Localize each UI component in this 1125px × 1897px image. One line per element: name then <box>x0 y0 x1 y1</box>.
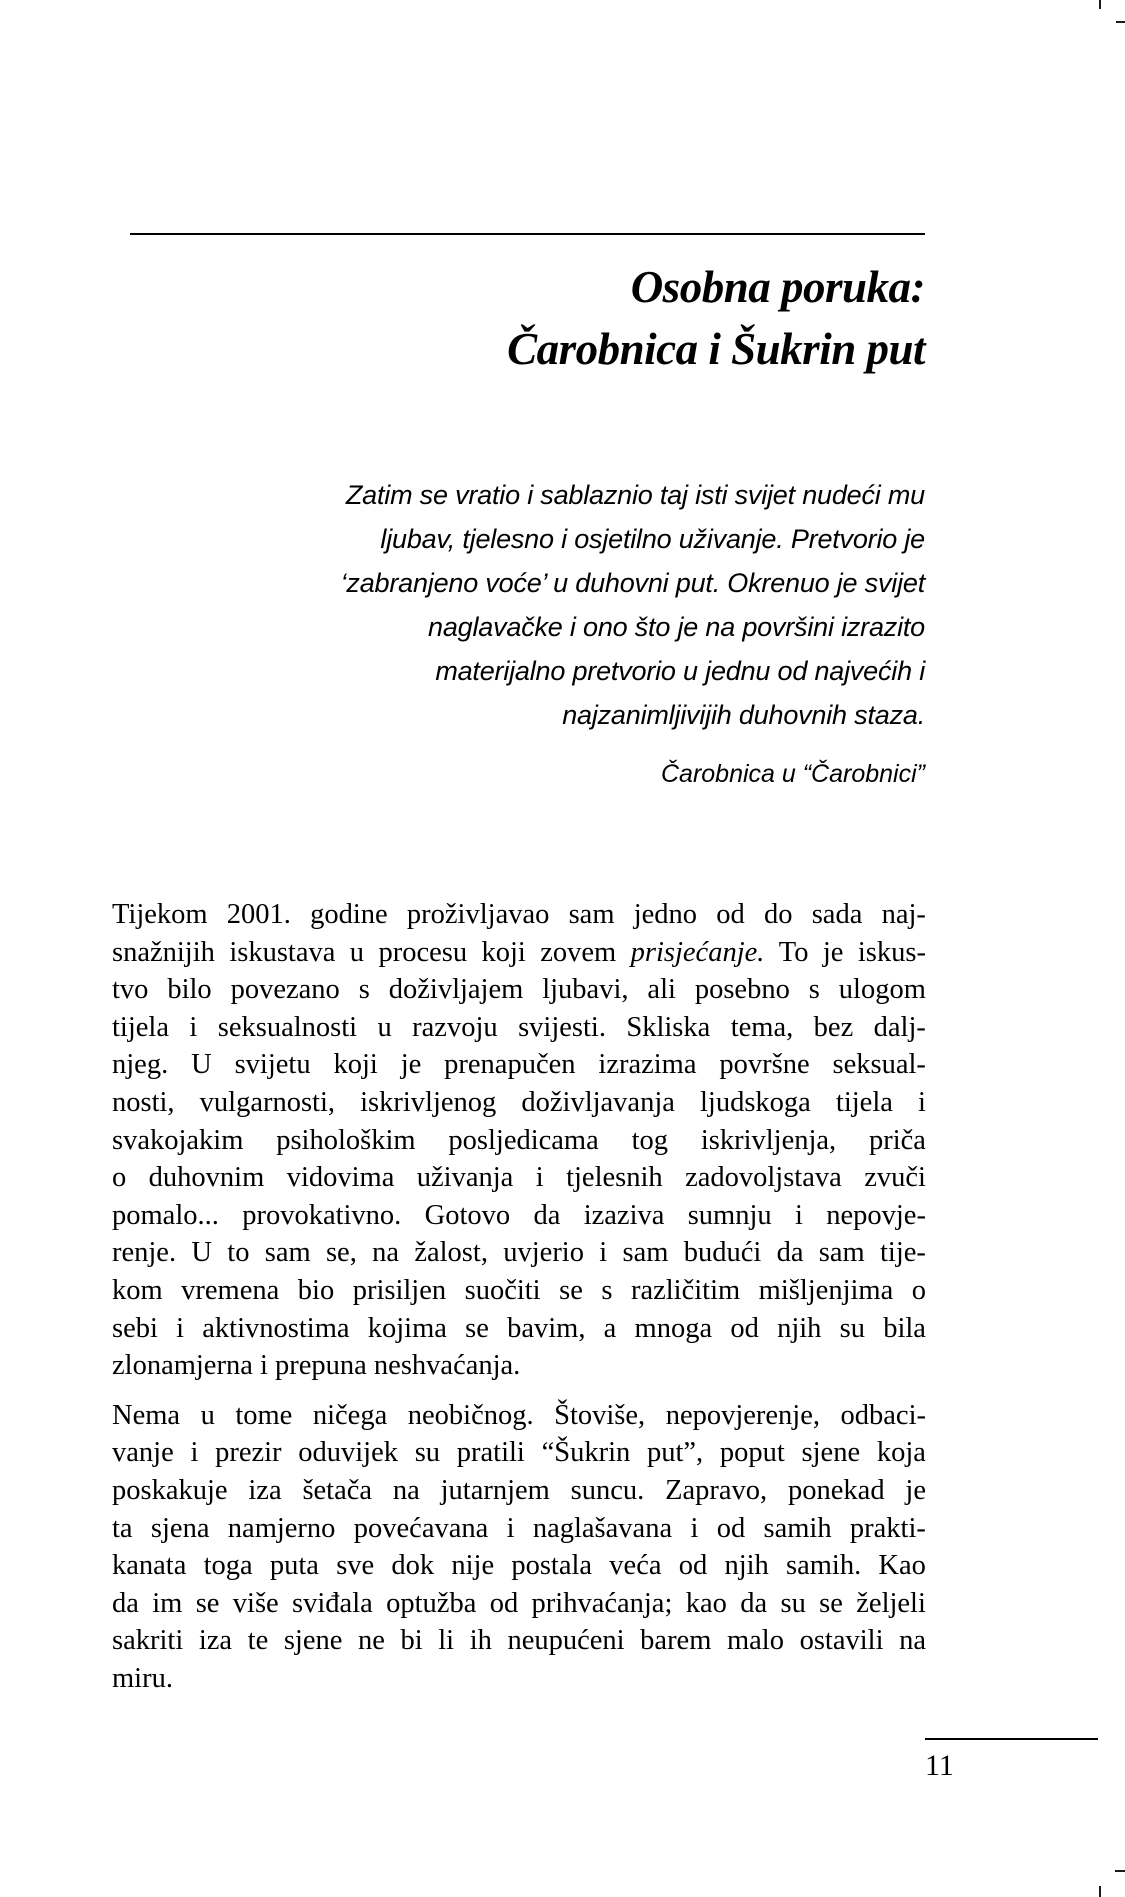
word: toga <box>203 1550 253 1582</box>
word: doživljajem <box>388 974 524 1006</box>
word: sjene <box>801 1437 861 1469</box>
text-line <box>112 1434 926 1472</box>
word: Kao <box>878 1550 926 1582</box>
word: površne <box>719 1049 810 1081</box>
word: sam <box>622 1237 669 1269</box>
chapter-title-line-2: Čarobnica i Šukrin put <box>507 324 925 374</box>
word: žalost, <box>414 1237 488 1269</box>
word: iza <box>198 1625 233 1657</box>
word: iskrivljenog <box>360 1086 497 1118</box>
word: sjena <box>150 1512 210 1544</box>
word: 2001. <box>226 899 291 930</box>
crop-mark-top-horizontal <box>1116 21 1125 23</box>
word: i <box>599 1237 608 1269</box>
word: bio <box>297 1274 335 1306</box>
word: razvoju <box>412 1011 498 1043</box>
text-line <box>112 1547 926 1585</box>
word: put”, <box>646 1437 704 1469</box>
word: samih. <box>786 1550 862 1582</box>
word: neobičnog. <box>407 1399 534 1431</box>
word: zvuči <box>864 1162 926 1194</box>
epigraph-line: materijalno pretvorio u jednu od najvećih i <box>435 656 925 686</box>
text-line <box>112 1585 926 1623</box>
word: doživljavanja <box>521 1086 675 1118</box>
word: iskustava <box>229 936 336 968</box>
word: u <box>377 1011 392 1043</box>
epigraph-line: ‘zabranjeno voće’ u duhovni put. Okrenuo je svijet <box>340 568 925 598</box>
word: sam <box>818 1237 865 1269</box>
word: su <box>780 1587 806 1619</box>
word: kom <box>112 1274 163 1306</box>
word: li <box>438 1625 455 1657</box>
word: da <box>740 1587 768 1619</box>
word: prenapučen <box>444 1049 576 1081</box>
text-segment: miru. <box>112 1662 173 1694</box>
word: Nema <box>112 1399 181 1431</box>
word: o <box>911 1274 926 1306</box>
word: više <box>232 1587 279 1619</box>
word: ostavili <box>799 1625 884 1657</box>
text-line <box>112 1660 926 1698</box>
word: Zapravo, <box>665 1474 768 1506</box>
word: mnoga <box>634 1312 713 1344</box>
word: namjerno <box>227 1512 336 1544</box>
text-line <box>112 1510 926 1548</box>
text-line <box>112 1347 926 1385</box>
word: tema, <box>730 1011 794 1043</box>
text-line <box>112 1622 926 1660</box>
word: nepovjerenje, <box>665 1399 820 1431</box>
word: šetača <box>302 1474 373 1506</box>
word: izrazima <box>598 1049 697 1081</box>
word: na <box>899 1625 926 1657</box>
word: željeli <box>856 1587 926 1619</box>
word: i <box>176 1312 185 1344</box>
word: koja <box>876 1437 926 1469</box>
word: bila <box>883 1312 926 1344</box>
word: kanata <box>112 1550 187 1582</box>
word: bilo <box>167 974 212 1006</box>
word: sam <box>264 1237 311 1269</box>
word: je <box>400 1049 422 1081</box>
body-text <box>112 896 926 1697</box>
word: sada <box>811 899 863 930</box>
word: barem <box>640 1625 712 1657</box>
word: nepovje- <box>826 1199 926 1231</box>
word: ničega <box>312 1399 388 1431</box>
page-number: 11 <box>925 1749 954 1782</box>
word: od <box>716 1512 746 1544</box>
word: s <box>808 974 820 1006</box>
word: iza <box>248 1474 282 1506</box>
word: vanje <box>112 1437 174 1469</box>
word: tijela <box>835 1086 893 1118</box>
word: koji <box>481 936 526 968</box>
word: do <box>764 899 793 930</box>
word: koji <box>333 1049 378 1081</box>
word: se <box>195 1587 220 1619</box>
footer-rule <box>925 1738 1098 1740</box>
word: a <box>603 1312 617 1344</box>
word: mišljenjima <box>758 1274 894 1306</box>
word: naj- <box>881 899 926 930</box>
word: su <box>839 1312 865 1344</box>
word: na <box>372 1237 400 1269</box>
word: te <box>247 1625 269 1657</box>
word: i <box>690 1512 699 1544</box>
word: različitim <box>630 1274 741 1306</box>
word: poput <box>719 1437 785 1469</box>
word: zovem <box>540 936 617 968</box>
word: Gotovo <box>424 1199 511 1231</box>
word: tijela <box>112 1011 169 1043</box>
word: sumnju <box>687 1199 772 1231</box>
text-line <box>112 1046 926 1084</box>
text-line <box>112 1159 926 1197</box>
word: i <box>189 1011 198 1043</box>
word: bavim, <box>507 1312 586 1344</box>
word: posljedicama <box>448 1124 599 1156</box>
word: njih <box>777 1312 822 1344</box>
word: posebno <box>694 974 790 1006</box>
word: odbaci- <box>840 1399 926 1431</box>
text-line <box>112 1009 926 1047</box>
word: prisiljen <box>352 1274 447 1306</box>
word: se, <box>325 1237 357 1269</box>
word: dalj- <box>873 1011 926 1043</box>
word: proživljavao <box>406 899 550 930</box>
word: seksual- <box>832 1049 926 1081</box>
word: i <box>918 1086 926 1118</box>
word: zadovoljstava <box>685 1162 842 1194</box>
word: se <box>559 1274 583 1306</box>
word: tjelesnih <box>566 1162 663 1194</box>
word: s <box>601 1274 613 1306</box>
word: se <box>465 1312 489 1344</box>
word: snažnijih <box>112 936 215 968</box>
word: duhovnim <box>148 1162 265 1194</box>
word: svakojakim <box>112 1124 244 1156</box>
word: to <box>227 1237 250 1269</box>
word: postala <box>511 1550 593 1582</box>
word: U <box>191 1237 212 1269</box>
word: budući <box>683 1237 762 1269</box>
text-line <box>112 1472 926 1510</box>
word: svijesti. <box>518 1011 606 1043</box>
chapter-title <box>110 256 925 380</box>
word: od <box>730 1312 759 1344</box>
chapter-title-line-1: Osobna poruka: <box>630 262 925 312</box>
word: od <box>678 1550 708 1582</box>
word: od <box>716 899 745 930</box>
word: jutarnjem <box>440 1474 550 1506</box>
word: ne <box>357 1625 385 1657</box>
word: U <box>191 1049 212 1081</box>
word: ponekad <box>788 1474 885 1506</box>
body-paragraph <box>112 896 926 1385</box>
word: povezano <box>230 974 340 1006</box>
word: priča <box>868 1124 926 1156</box>
word: u <box>349 936 365 968</box>
text-line <box>112 1122 926 1160</box>
word: vulgarnosti, <box>199 1086 336 1118</box>
word: njeg. <box>112 1049 169 1081</box>
word: izaziva <box>583 1199 665 1231</box>
text-line <box>112 1397 926 1435</box>
word: sam <box>568 899 615 930</box>
word: povećavana <box>353 1512 489 1544</box>
word: sjene <box>283 1625 343 1657</box>
word: renje. <box>112 1237 177 1269</box>
word: kojima <box>367 1312 447 1344</box>
word: Tijekom <box>112 899 208 930</box>
word: na <box>392 1474 420 1506</box>
word: pratili <box>456 1437 525 1469</box>
word: i <box>506 1512 515 1544</box>
word: sve <box>336 1550 375 1582</box>
text-line <box>112 896 926 934</box>
epigraph-line: ljubav, tjelesno i osjetilno uživanje. Pretvorio je <box>380 524 925 554</box>
word: naglašavana <box>532 1512 673 1544</box>
word: je <box>905 1474 926 1506</box>
word: prakti- <box>849 1512 926 1544</box>
word: sviđala <box>292 1587 373 1619</box>
word: provokativno. <box>242 1199 402 1231</box>
word: vidovima <box>286 1162 395 1194</box>
word: ta <box>112 1512 133 1544</box>
word: ali <box>647 974 676 1006</box>
word: tije- <box>880 1237 926 1269</box>
text-segment: zlonamjerna i prepuna neshvaćanja. <box>112 1350 521 1382</box>
word: samih <box>763 1512 832 1544</box>
word: da <box>776 1237 804 1269</box>
word: su <box>414 1437 441 1469</box>
word: oduvijek <box>298 1437 398 1469</box>
word: se <box>819 1587 843 1619</box>
text-line <box>112 971 926 1009</box>
word: prisjećanje. <box>630 936 765 968</box>
word: i <box>190 1437 199 1469</box>
chapter-head-rule <box>130 233 925 235</box>
word: poskakuje <box>112 1474 228 1506</box>
epigraph-quote <box>110 473 925 737</box>
word: prezir <box>215 1437 282 1469</box>
word: suočiti <box>464 1274 541 1306</box>
epigraph-attribution: Čarobnica u “Čarobnici” <box>660 760 925 788</box>
word: o <box>112 1162 127 1194</box>
word: suncu. <box>570 1474 645 1506</box>
word: njih <box>724 1550 769 1582</box>
word: godine <box>310 899 388 930</box>
word: Štoviše, <box>554 1399 646 1431</box>
word: uživanja <box>416 1162 514 1194</box>
crop-mark-bottom-vertical <box>1099 1886 1101 1897</box>
word: prihvaćanja; <box>531 1587 673 1619</box>
word: nije <box>451 1550 495 1582</box>
crop-mark-top-vertical <box>1099 0 1101 9</box>
word: tome <box>235 1399 293 1431</box>
crop-mark-bottom-horizontal <box>1115 1870 1125 1872</box>
word: i <box>535 1162 544 1194</box>
word: uvjerio <box>503 1237 584 1269</box>
body-paragraph <box>112 1397 926 1698</box>
word: optužba <box>386 1587 477 1619</box>
word: svijetu <box>234 1049 311 1081</box>
word: pomalo... <box>112 1199 219 1231</box>
word: procesu <box>378 936 468 968</box>
word: da <box>533 1199 561 1231</box>
word: ulogom <box>838 974 926 1006</box>
epigraph-line: Zatim se vratio i sablaznio taj isti svijet nudeći mu <box>345 480 925 510</box>
word: iskus- <box>857 936 926 968</box>
word: i <box>794 1199 803 1231</box>
word: tvo <box>112 974 149 1006</box>
word: aktivnostima <box>202 1312 350 1344</box>
word: s <box>358 974 370 1006</box>
word: tog <box>631 1124 668 1156</box>
word: To <box>778 936 809 968</box>
word: bi <box>400 1625 423 1657</box>
word: psihološkim <box>276 1124 416 1156</box>
word: im <box>152 1587 183 1619</box>
word: malo <box>726 1625 784 1657</box>
word: je <box>822 936 844 968</box>
word: nosti, <box>112 1086 175 1118</box>
word: bez <box>813 1011 854 1043</box>
word: u <box>200 1399 215 1431</box>
word: puta <box>269 1550 319 1582</box>
word: ih <box>469 1625 492 1657</box>
word: vremena <box>181 1274 280 1306</box>
epigraph-line: najzanimljivijih duhovnih staza. <box>562 700 925 730</box>
text-line <box>112 1310 926 1348</box>
text-line <box>112 1197 926 1235</box>
epigraph-line: naglavačke i ono što je na površini izrazito <box>428 612 925 642</box>
word: ljudskoga <box>700 1086 811 1118</box>
word: sakriti <box>112 1625 184 1657</box>
text-line <box>112 1234 926 1272</box>
text-line <box>112 1084 926 1122</box>
word: iskrivljenja, <box>700 1124 837 1156</box>
word: “Šukrin <box>541 1437 631 1469</box>
word: ljubavi, <box>542 974 629 1006</box>
text-line <box>112 1272 926 1310</box>
word: od <box>489 1587 519 1619</box>
word: neupućeni <box>507 1625 625 1657</box>
word: da <box>112 1587 139 1619</box>
text-line <box>112 934 926 972</box>
word: veća <box>609 1550 662 1582</box>
word: seksualnosti <box>217 1011 358 1043</box>
word: Skliska <box>626 1011 711 1043</box>
word: kao <box>685 1587 727 1619</box>
word: jedno <box>633 899 698 930</box>
word: sebi <box>112 1312 158 1344</box>
word: dok <box>391 1550 435 1582</box>
